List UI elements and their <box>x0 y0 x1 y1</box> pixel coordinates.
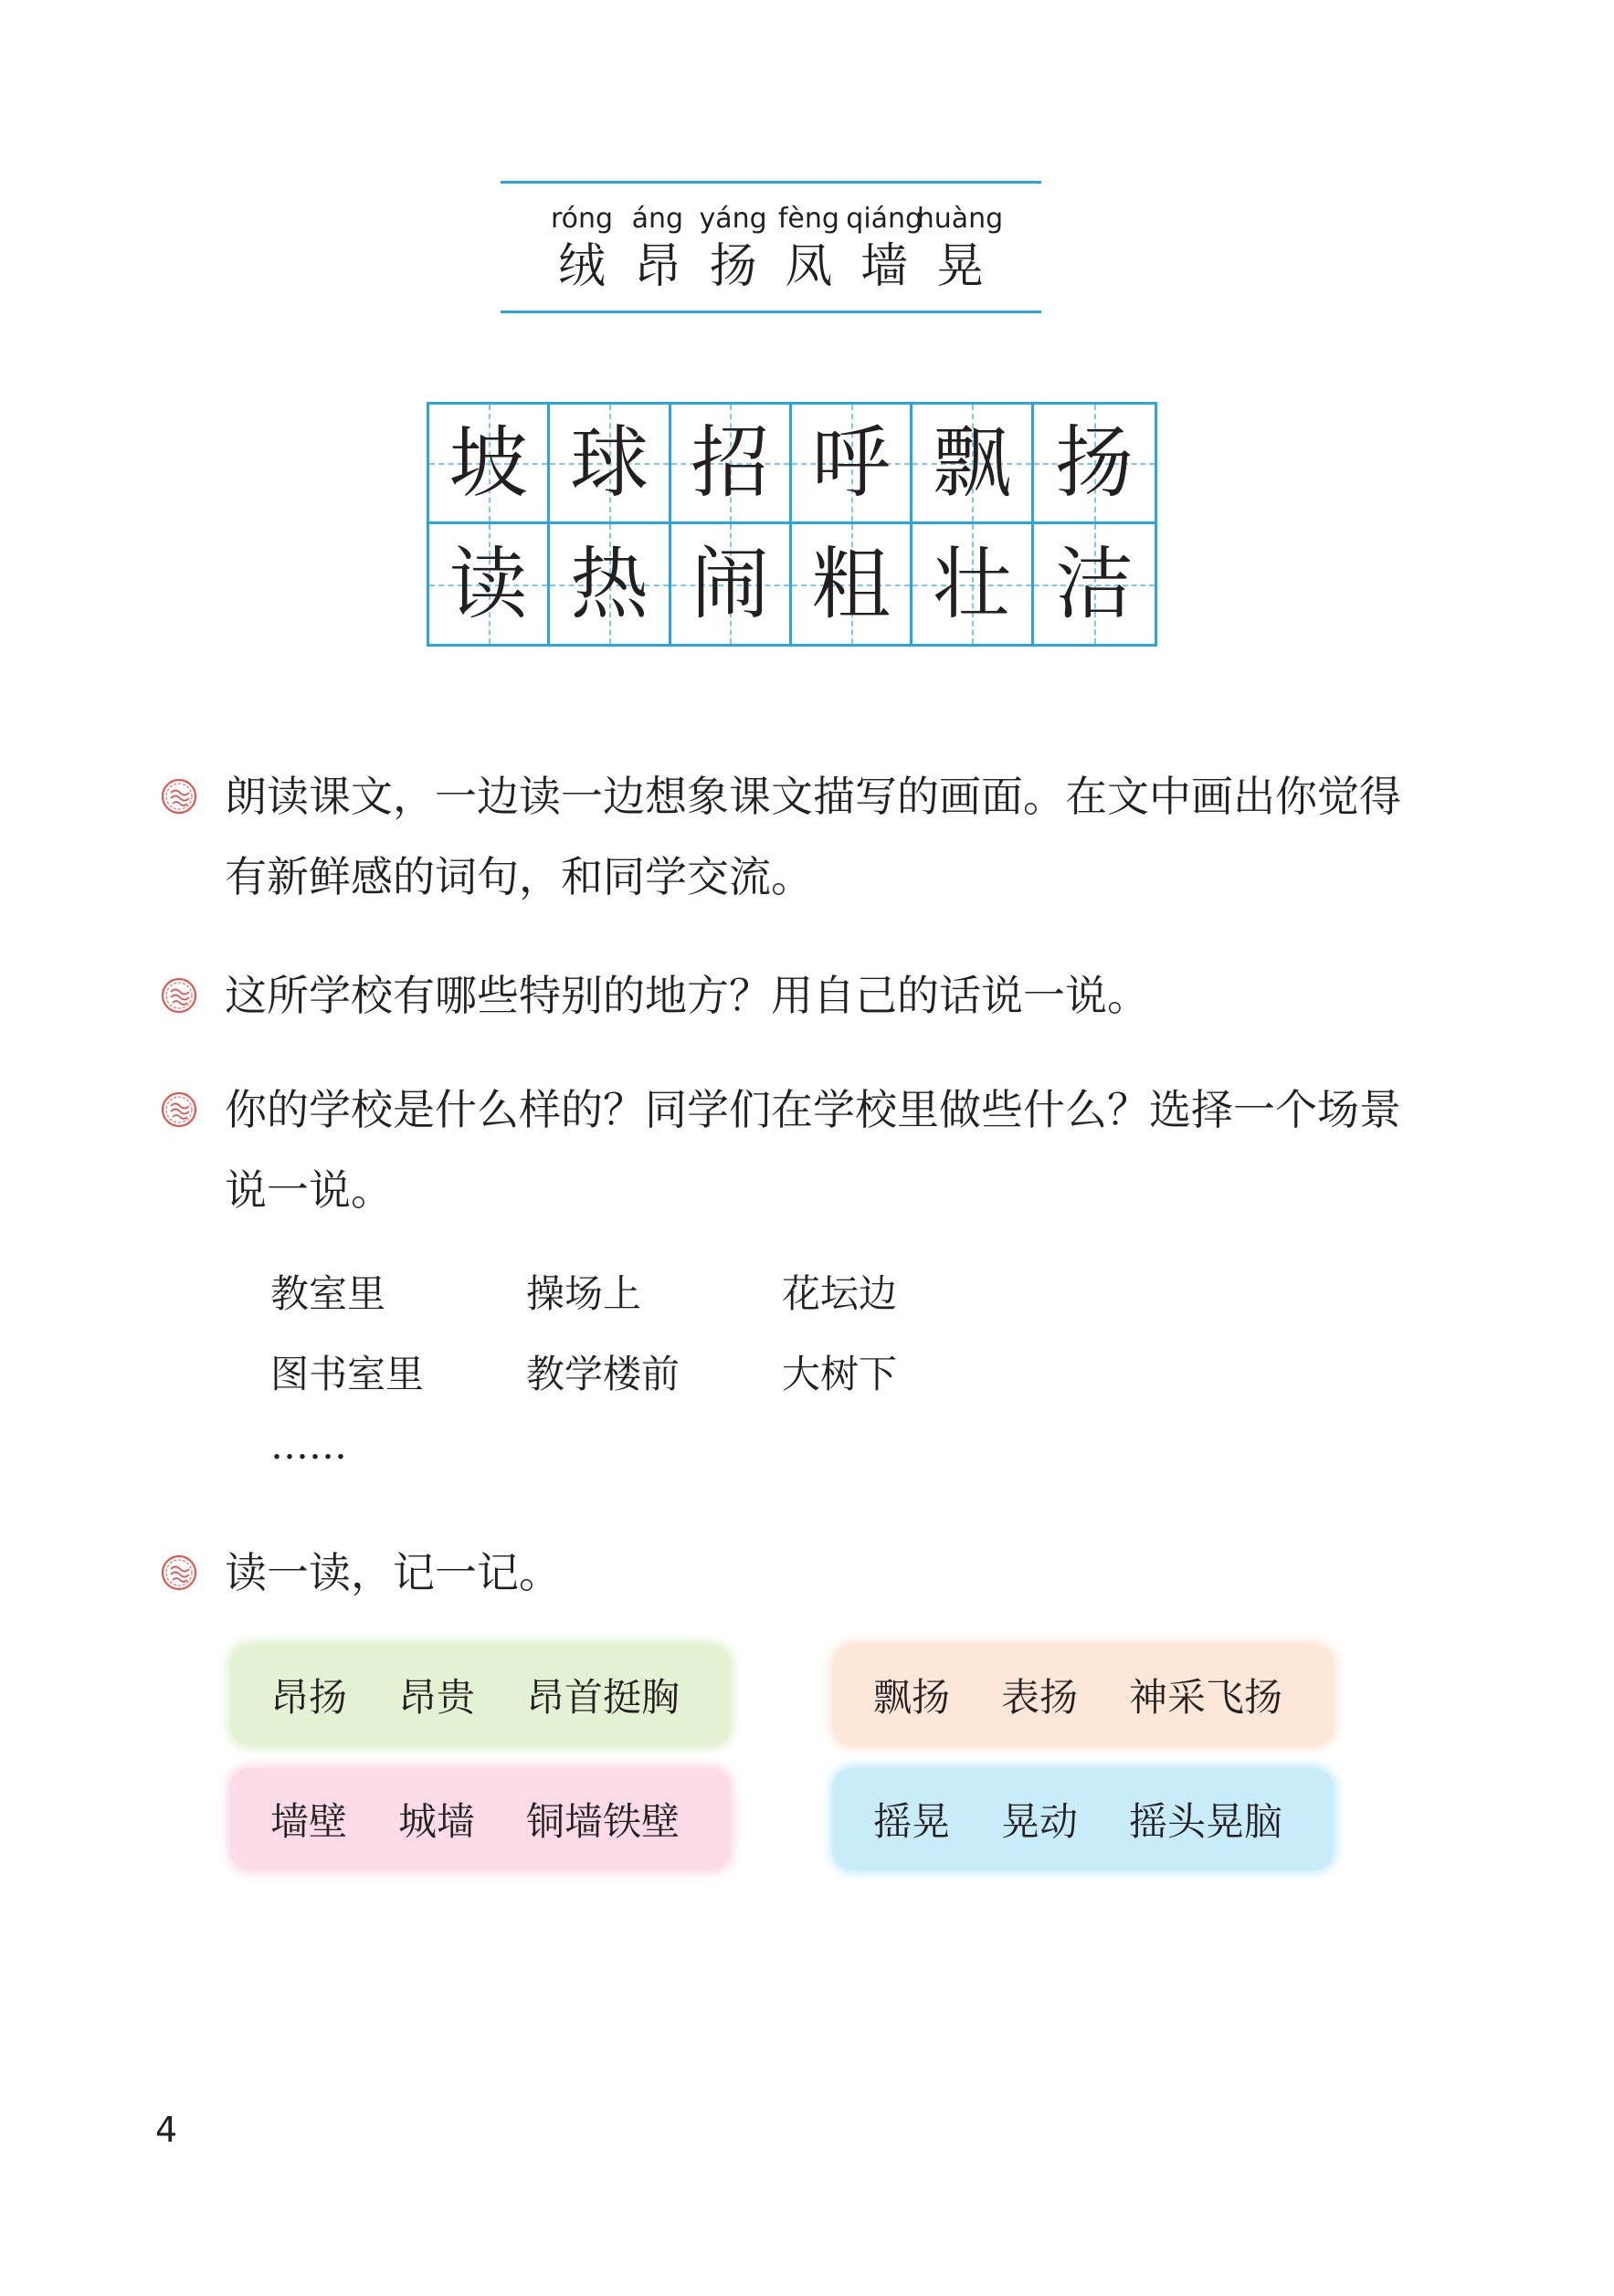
scene-word: 操场上 <box>526 1271 642 1316</box>
grid-cell <box>1034 405 1155 524</box>
word-group-box <box>230 1768 731 1870</box>
word-group-box <box>833 1768 1334 1870</box>
exercise-3 <box>225 1069 1440 1230</box>
hanzi: 昂 <box>633 239 681 294</box>
grid-cell <box>671 405 792 524</box>
word: 晃动 <box>1001 1799 1079 1844</box>
word: 墙壁 <box>270 1799 348 1844</box>
seal-icon <box>161 1554 197 1591</box>
recognize-word <box>696 201 771 296</box>
hanzi: 扬 <box>709 239 757 294</box>
grid-char: 扬 <box>1054 417 1134 509</box>
grid-char: 粗 <box>811 538 891 630</box>
word: 摇晃 <box>873 1799 951 1844</box>
page-number: 4 <box>155 2110 178 2150</box>
pinyin: huàng <box>916 203 1004 235</box>
seal-icon <box>161 1091 197 1128</box>
word: 昂贵 <box>398 1675 476 1720</box>
exercise-line: 这所学校有哪些特别的地方？用自己的话说一说。 <box>225 971 1149 1020</box>
grid-char: 读 <box>448 538 528 630</box>
scene-ellipsis: …… <box>270 1423 347 1468</box>
grid-char: 壮 <box>932 538 1011 630</box>
pinyin: yáng <box>699 203 767 235</box>
writing-grid <box>427 402 1157 647</box>
pinyin: qiáng <box>846 203 923 235</box>
hanzi: 凤 <box>785 239 833 294</box>
grid-cell <box>912 524 1033 644</box>
scene-word: 花坛边 <box>782 1271 898 1316</box>
grid-char: 热 <box>569 538 649 630</box>
exercise-line: 你的学校是什么样的？同学们在学校里做些什么？选择一个场景 <box>225 1085 1401 1134</box>
grid-char: 招 <box>691 417 770 509</box>
word-group-box <box>230 1644 731 1746</box>
exercise-line: 读一读，记一记。 <box>225 1548 561 1597</box>
word: 摇头晃脑 <box>1129 1799 1283 1844</box>
grid-cell <box>792 405 912 524</box>
recognize-word <box>544 201 619 296</box>
grid-cell <box>792 524 912 644</box>
top-rule <box>501 181 1041 184</box>
word: 表扬 <box>1001 1675 1079 1720</box>
grid-char: 呼 <box>811 417 891 509</box>
bottom-rule <box>501 311 1041 313</box>
word: 铜墙铁壁 <box>526 1799 680 1844</box>
seal-icon <box>161 977 197 1014</box>
exercise-line: 有新鲜感的词句，和同学交流。 <box>225 852 813 901</box>
word-group-box <box>833 1644 1334 1746</box>
grid-char: 闹 <box>691 538 770 630</box>
grid-cell <box>429 405 550 524</box>
grid-cell <box>550 405 670 524</box>
grid-char: 坡 <box>448 417 528 509</box>
grid-char: 飘 <box>932 417 1011 509</box>
recognize-word <box>620 201 695 296</box>
word: 飘扬 <box>873 1675 951 1720</box>
scene-word: 教室里 <box>270 1271 386 1316</box>
grid-cell <box>429 524 550 644</box>
recognize-word <box>771 201 846 296</box>
recognize-words <box>501 201 1041 296</box>
pinyin: róng <box>550 203 614 235</box>
exercise-line: 说一说。 <box>225 1165 393 1215</box>
grid-cell <box>1034 524 1155 644</box>
grid-cell <box>912 405 1033 524</box>
exercise-1 <box>225 756 1440 917</box>
grid-cell <box>550 524 670 644</box>
recognize-word <box>916 201 1004 296</box>
seal-icon <box>161 778 197 815</box>
word: 昂首挺胸 <box>526 1675 680 1720</box>
word: 城墙 <box>398 1799 476 1844</box>
scene-word: 教学楼前 <box>526 1352 680 1396</box>
recognize-word <box>847 201 922 296</box>
pinyin: áng <box>631 203 684 235</box>
grid-char: 洁 <box>1054 538 1134 630</box>
scene-word: 大树下 <box>782 1352 898 1396</box>
grid-cell <box>671 524 792 644</box>
exercise-2 <box>225 955 1440 1036</box>
scene-word: 图书室里 <box>270 1352 425 1396</box>
exercise-line: 朗读课文，一边读一边想象课文描写的画面。在文中画出你觉得 <box>225 772 1401 821</box>
exercise-4 <box>225 1532 1440 1613</box>
hanzi: 晃 <box>935 239 984 294</box>
pinyin: fèng <box>777 203 839 235</box>
hanzi: 墙 <box>860 239 909 294</box>
hanzi: 绒 <box>557 239 606 294</box>
word: 神采飞扬 <box>1129 1675 1283 1720</box>
word: 昂扬 <box>270 1675 348 1720</box>
grid-char: 球 <box>569 417 649 509</box>
